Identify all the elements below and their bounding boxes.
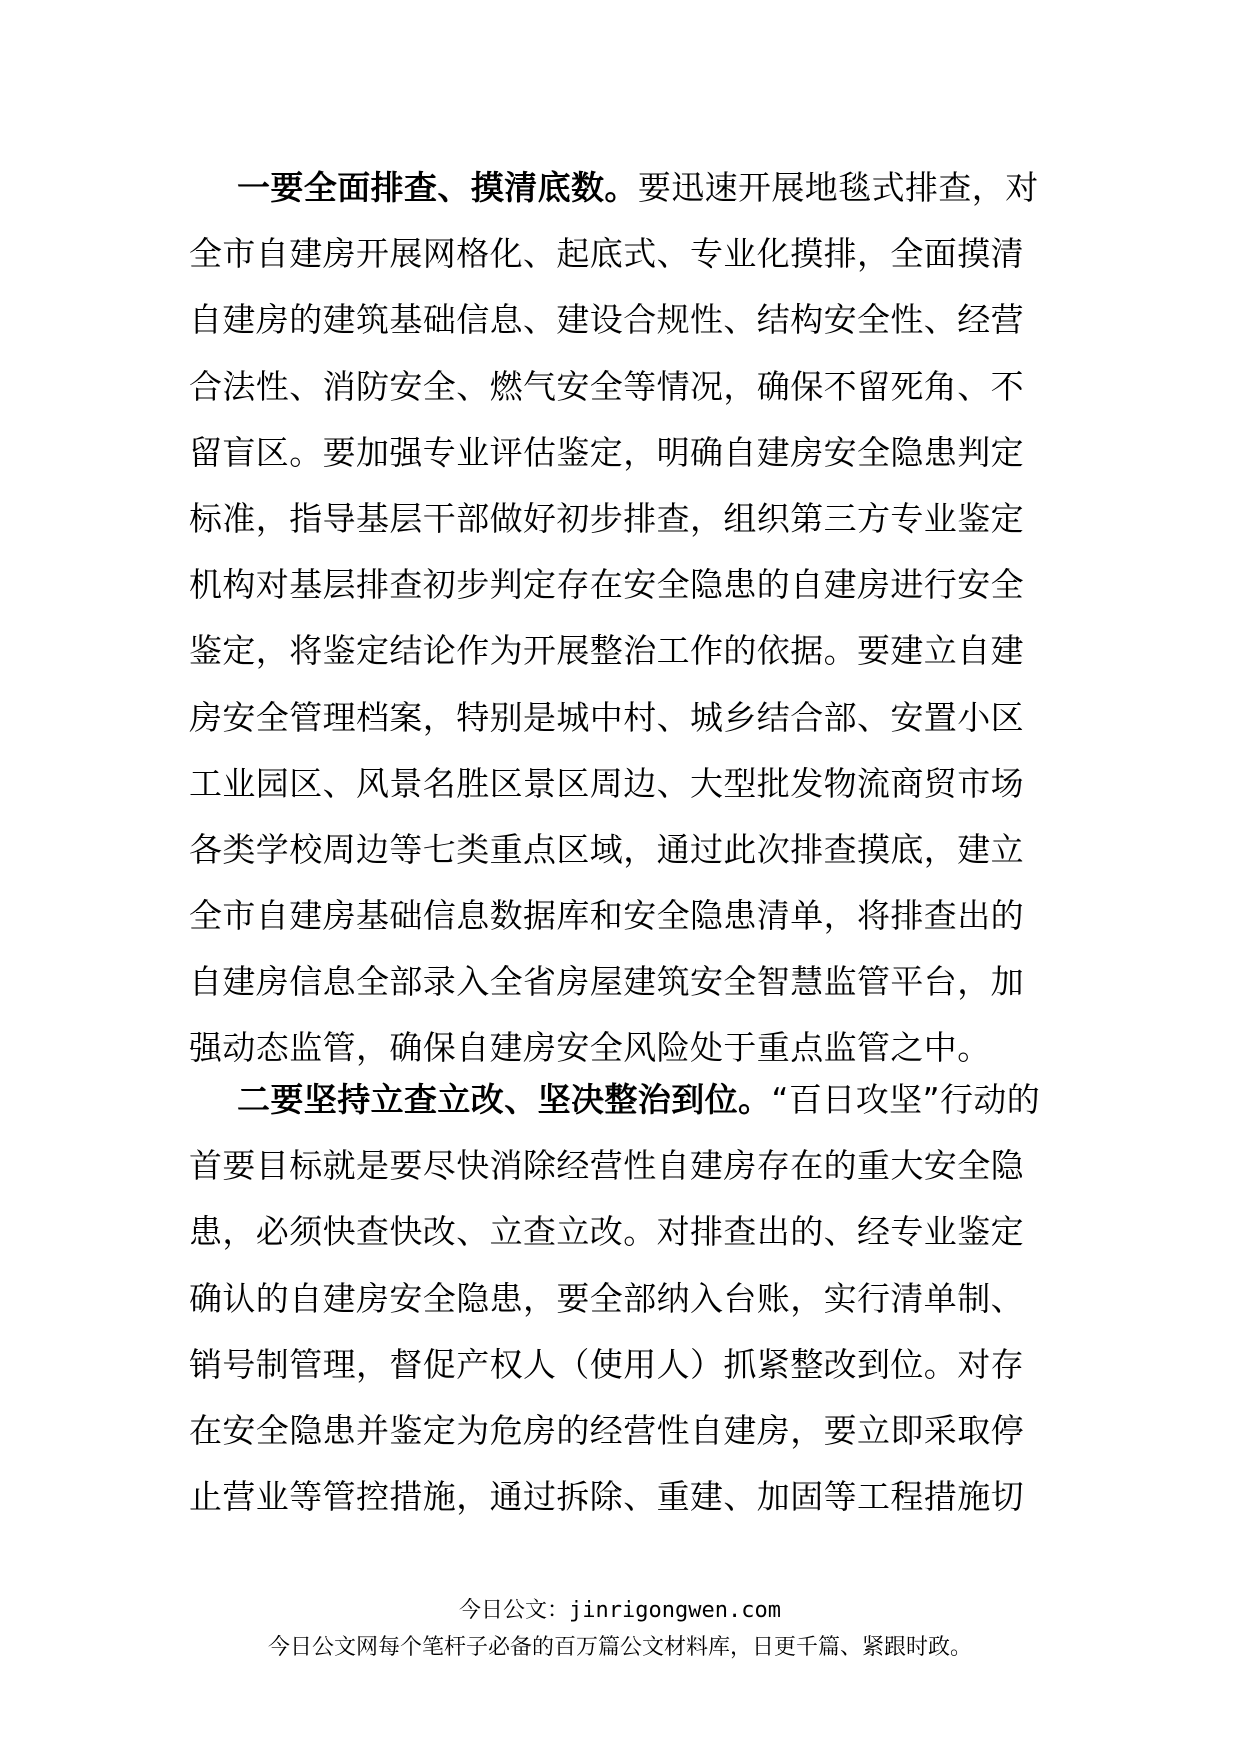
paragraph-2-line-1 (189, 1067, 1053, 1133)
paragraph-2-line: 确认的自建房安全隐患，要全部纳入台账，实行清单制、 (189, 1278, 1024, 1318)
paragraph-1-line: 全市自建房开展网格化、起底式、专业化摸排，全面摸清 (189, 234, 1024, 274)
paragraph-1-line: 全市自建房基础信息数据库和安全隐患清单，将排查出的 (189, 896, 1024, 936)
paragraph-1-line: 鉴定，将鉴定结论作为开展整治工作的依据。要建立自建 (189, 631, 1024, 671)
paragraph-1-line: 机构对基层排查初步判定存在安全隐患的自建房进行安全 (189, 565, 1024, 605)
paragraph-2-line: 患，必须快查快改、立查立改。对排查出的、经专业鉴定 (189, 1212, 1024, 1252)
paragraph-1-line: 各类学校周边等七类重点区域，通过此次排查摸底，建立 (189, 829, 1024, 869)
paragraph-2-line: 销号制管理，督促产权人（使用人）抓紧整改到位。对存 (189, 1344, 1024, 1384)
footer-site-label: 今日公文： (459, 1598, 570, 1623)
paragraph-1-line-1-text: 要迅速开展地毯式排查，对 (637, 168, 1039, 207)
footer-site (0, 1593, 1240, 1624)
paragraph-1-line: 自建房信息全部录入全省房屋建筑安全智慧监管平台，加 (189, 962, 1024, 1002)
footer-tagline: 今日公文网每个笔杆子必备的百万篇公文材料库，日更千篇、紧跟时政。 (267, 1635, 972, 1660)
paragraph-2-line-1-text: “百日攻坚”行动的 (771, 1080, 1041, 1119)
paragraph-1-line-1 (189, 155, 1053, 221)
paragraph-2-line: 止营业等管控措施，通过拆除、重建、加固等工程措施切 (189, 1477, 1024, 1517)
paragraph-1-line: 强动态监管，确保自建房安全风险处于重点监管之中。 (189, 1028, 991, 1068)
paragraph-2-line: 首要目标就是要尽快消除经营性自建房存在的重大安全隐 (189, 1146, 1024, 1186)
paragraph-1-line: 标准，指导基层干部做好初步排查，组织第三方专业鉴定 (189, 498, 1024, 538)
paragraph-2-heading: 二要坚持立查立改、坚决整治到位。 (237, 1080, 772, 1119)
paragraph-1-line: 留盲区。要加强专业评估鉴定，明确自建房安全隐患判定 (189, 432, 1024, 472)
paragraph-2 (189, 1067, 1053, 1530)
paragraph-1 (189, 155, 1053, 1082)
paragraph-1-line: 工业园区、风景名胜区景区周边、大型批发物流商贸市场 (189, 763, 1024, 803)
paragraph-1-line: 自建房的建筑基础信息、建设合规性、结构安全性、经营 (189, 300, 1024, 340)
paragraph-1-line: 房安全管理档案，特别是城中村、城乡结合部、安置小区 (189, 697, 1024, 737)
footer-site-link[interactable]: jinrigongwen.com (569, 1598, 781, 1623)
paragraph-2-line: 在安全隐患并鉴定为危房的经营性自建房，要立即采取停 (189, 1410, 1024, 1450)
paragraph-1-line: 合法性、消防安全、燃气安全等情况，确保不留死角、不 (189, 366, 1024, 406)
paragraph-1-heading: 一要全面排查、摸清底数。 (237, 168, 638, 207)
